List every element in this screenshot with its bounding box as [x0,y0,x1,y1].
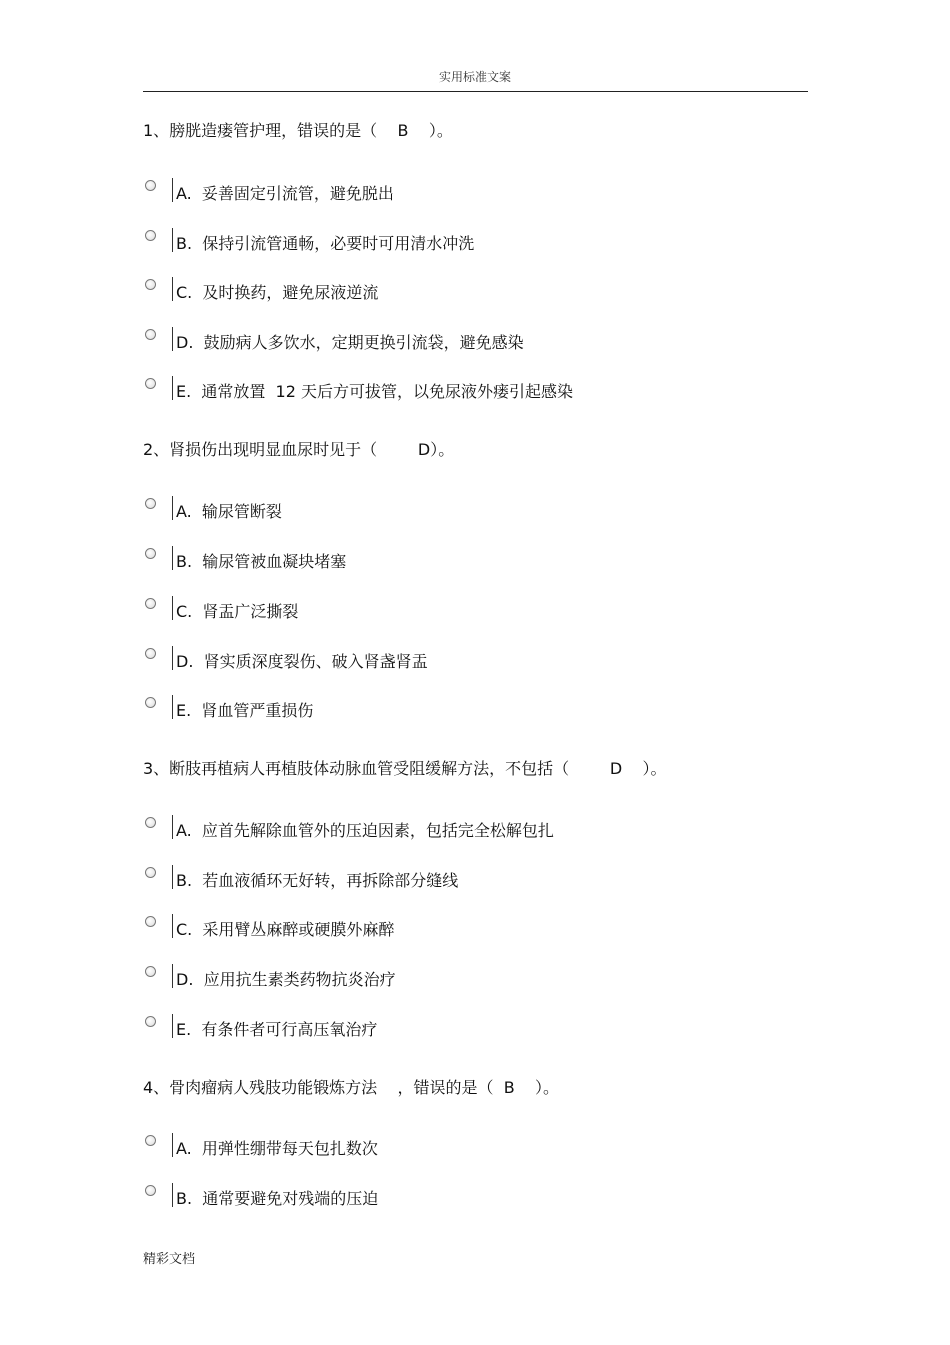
text-cursor-icon [172,327,173,351]
radio-button-icon[interactable] [145,498,156,509]
text-cursor-icon [172,914,173,938]
text-cursor-icon [172,1014,173,1038]
text-cursor-icon [172,546,173,570]
text-cursor-icon [172,277,173,301]
radio-button-icon[interactable] [145,598,156,609]
option-label: C. 及时换药，避免尿液逆流 [176,283,379,302]
option-label: A. 输尿管断裂 [176,502,282,521]
radio-button-icon[interactable] [145,916,156,927]
radio-button-icon[interactable] [145,279,156,290]
option-label: D. 鼓励病人多饮水，定期更换引流袋，避免感染 [176,333,524,352]
option-label: C. 采用臂丛麻醉或硬膜外麻醉 [176,920,395,939]
radio-button-icon[interactable] [145,548,156,559]
text-cursor-icon [172,1183,173,1207]
question-2: 2、肾损伤出现明显血尿时见于（ D）。 [143,440,455,459]
radio-button-icon[interactable] [145,867,156,878]
radio-button-icon[interactable] [145,1135,156,1146]
radio-button-icon[interactable] [145,697,156,708]
text-cursor-icon [172,376,173,400]
option-label: A. 用弹性绷带每天包扎数次 [176,1139,378,1158]
radio-button-icon[interactable] [145,648,156,659]
text-cursor-icon [172,695,173,719]
option-label: B. 保持引流管通畅，必要时可用清水冲洗 [176,234,475,253]
question-4: 4、骨肉瘤病人残肢功能锻炼方法 ，错误的是（ B ）。 [143,1078,560,1097]
radio-button-icon[interactable] [145,1016,156,1027]
header-divider [143,91,808,92]
radio-button-icon[interactable] [145,329,156,340]
radio-button-icon[interactable] [145,180,156,191]
option-label: E. 肾血管严重损伤 [176,701,314,720]
radio-button-icon[interactable] [145,230,156,241]
option-label: B. 若血液循环无好转，再拆除部分缝线 [176,871,459,890]
radio-button-icon[interactable] [145,966,156,977]
radio-button-icon[interactable] [145,378,156,389]
question-3: 3、断肢再植病人再植肢体动脉血管受阻缓解方法，不包括（ D ）。 [143,759,667,778]
text-cursor-icon [172,646,173,670]
text-cursor-icon [172,228,173,252]
option-label: D. 应用抗生素类药物抗炎治疗 [176,970,396,989]
option-label: E. 通常放置 12 天后方可拔管，以免尿液外瘘引起感染 [176,382,573,401]
option-label: E. 有条件者可行高压氧治疗 [176,1020,378,1039]
page-footer: 精彩文档 [143,1252,196,1267]
text-cursor-icon [172,496,173,520]
text-cursor-icon [172,964,173,988]
radio-button-icon[interactable] [145,1185,156,1196]
text-cursor-icon [172,1133,173,1157]
text-cursor-icon [172,865,173,889]
text-cursor-icon [172,178,173,202]
option-label: B. 输尿管被血凝块堵塞 [176,552,347,571]
radio-button-icon[interactable] [145,817,156,828]
question-1: 1、膀胱造瘘管护理，错误的是（ B ）。 [143,121,453,140]
option-label: D. 肾实质深度裂伤、破入肾盏肾盂 [176,652,428,671]
option-label: C. 肾盂广泛撕裂 [176,602,299,621]
option-label: B. 通常要避免对残端的压迫 [176,1189,379,1208]
option-label: A. 妥善固定引流管，避免脱出 [176,184,394,203]
text-cursor-icon [172,596,173,620]
option-label: A. 应首先解除血管外的压迫因素，包括完全松解包扎 [176,821,554,840]
text-cursor-icon [172,815,173,839]
page-header-title: 实用标准文案 [438,70,511,84]
